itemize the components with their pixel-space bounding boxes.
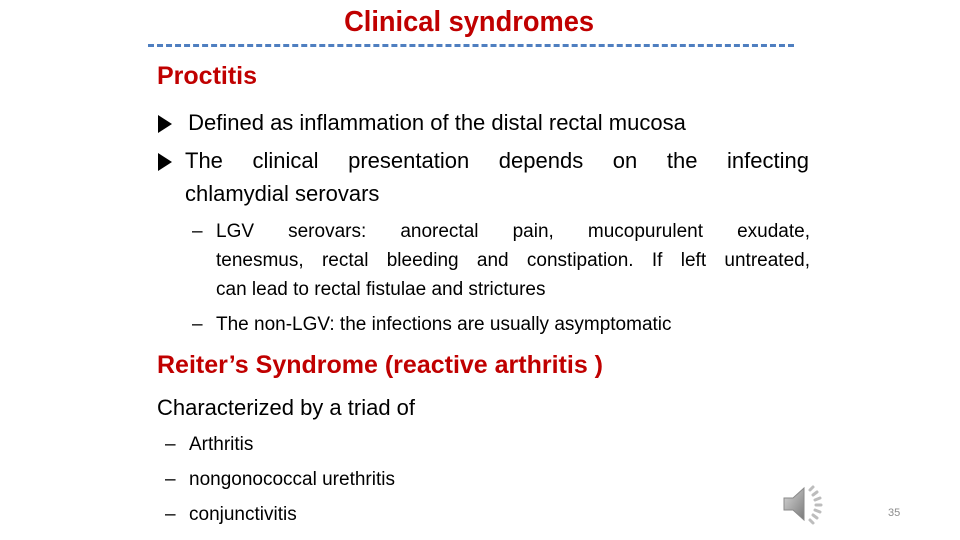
section-heading-proctitis: Proctitis <box>157 62 258 90</box>
sub-bullet-2: The non-LGV: the infections are usually asymptomatic <box>216 314 672 335</box>
sub-bullet-1-line-2: tenesmus, rectal bleeding and constipation. If left untreated, <box>216 250 810 271</box>
bullet-2 <box>158 148 172 174</box>
arrow-bullet-icon <box>158 153 172 171</box>
sub-bullet-1-line-3: can lead to rectal fistulae and strictures <box>216 279 546 300</box>
list-item-arthritis: Arthritis <box>189 434 254 455</box>
arrow-bullet-icon <box>158 115 172 133</box>
sub-bullet-dash: – <box>192 221 203 242</box>
bullet-1 <box>158 110 686 136</box>
title-divider <box>148 44 794 47</box>
page-number: 35 <box>888 507 901 519</box>
list-item-dash: – <box>165 434 176 455</box>
sub-bullet-dash: – <box>192 314 203 335</box>
list-item-urethritis: nongonococcal urethritis <box>189 469 395 490</box>
sub-bullet-1-line-1: LGV serovars: anorectal pain, mucopurulent exudate, <box>216 221 810 242</box>
slide-title: Clinical syndromes <box>344 6 595 38</box>
list-item-conjunctivitis: conjunctivitis <box>189 504 297 525</box>
bullet-1-text: Defined as inflammation of the distal rectal mucosa <box>188 110 686 135</box>
section-heading-reiters: Reiter’s Syndrome (reactive arthritis ) <box>157 351 603 379</box>
list-item-dash: – <box>165 504 176 525</box>
triad-intro: Characterized by a triad of <box>157 395 416 420</box>
bullet-2-text-line-1: The clinical presentation depends on the infecting <box>185 148 809 173</box>
list-item-dash: – <box>165 469 176 490</box>
bullet-2-text-line-2: chlamydial serovars <box>185 181 380 206</box>
speaker-icon[interactable] <box>780 480 828 528</box>
